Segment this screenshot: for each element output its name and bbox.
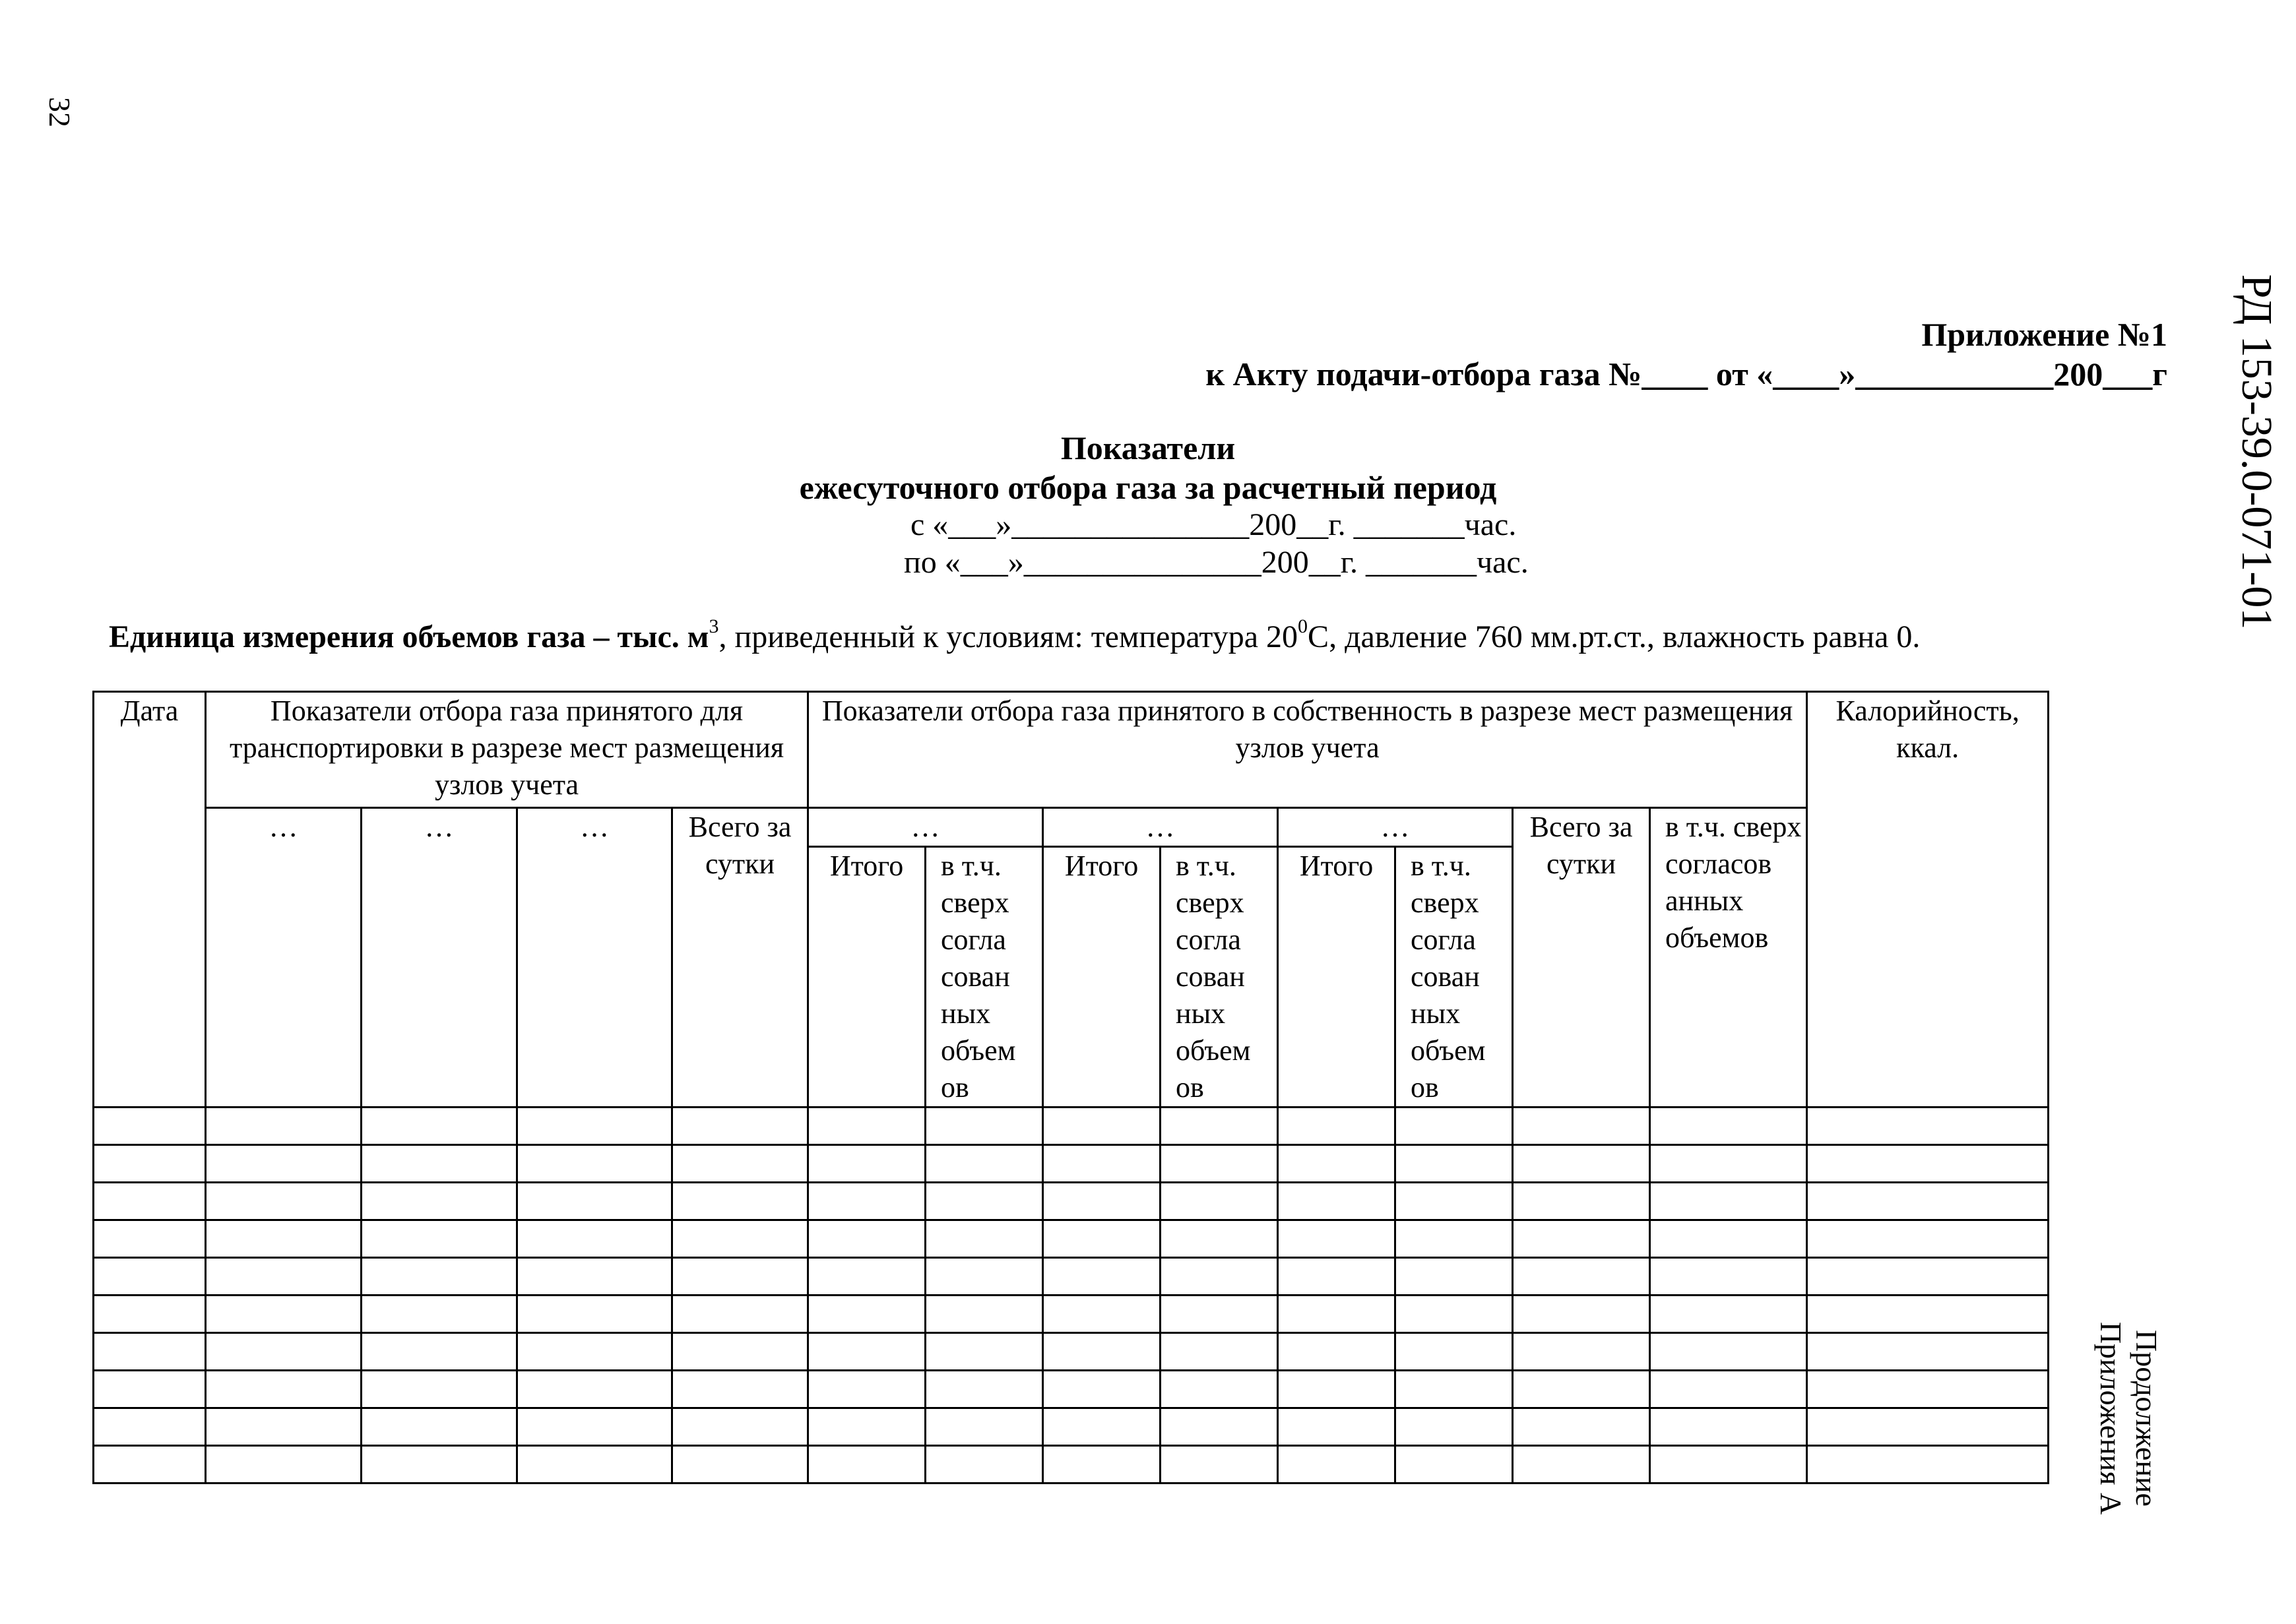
table-cell	[926, 1183, 1043, 1220]
header-transport-point-2: …	[362, 808, 517, 1108]
table-row	[94, 1258, 2049, 1296]
header-transport-point-3: …	[517, 808, 672, 1108]
units-label: Единица измерения объемов газа – тыс. м	[109, 619, 709, 654]
table-cell	[206, 1296, 362, 1333]
table-cell	[1043, 1108, 1161, 1145]
table-cell	[1161, 1258, 1278, 1296]
table-cell	[1650, 1333, 1807, 1371]
table-cell	[1513, 1446, 1650, 1483]
header-over-agreed-2: в т.ч. сверх согла сован ных объем ов	[1161, 847, 1278, 1108]
table-cell	[1161, 1446, 1278, 1483]
page-number: 32	[43, 97, 77, 127]
table-cell	[1395, 1333, 1513, 1371]
table-cell	[1513, 1145, 1650, 1183]
table-cell	[362, 1220, 517, 1258]
header-transport-point-1: …	[206, 808, 362, 1108]
table-row	[94, 1371, 2049, 1408]
table-cell	[362, 1446, 517, 1483]
header-ownership-point-1: …	[808, 808, 1043, 847]
header-itogo-3: Итого	[1278, 847, 1395, 1108]
table-row	[94, 1408, 2049, 1446]
table-cell	[517, 1145, 672, 1183]
header-over-agreed-3: в т.ч. сверх согла сован ных объем ов	[1395, 847, 1513, 1108]
heading-title: Показатели	[1060, 429, 1236, 466]
table-cell	[1161, 1145, 1278, 1183]
table-cell	[1513, 1408, 1650, 1446]
table-cell	[94, 1220, 206, 1258]
gas-offtake-table	[92, 691, 2049, 1484]
table-cell	[362, 1333, 517, 1371]
table-cell	[1395, 1220, 1513, 1258]
table-cell	[808, 1220, 926, 1258]
table-cell	[1395, 1183, 1513, 1220]
table-cell	[1650, 1220, 1807, 1258]
document-code: РД 153-39.0-071-01	[2233, 274, 2281, 630]
table-cell	[672, 1145, 808, 1183]
table-cell	[1161, 1371, 1278, 1408]
header-ownership-point-2: …	[1043, 808, 1278, 847]
table-cell	[517, 1108, 672, 1145]
table-cell	[1043, 1371, 1161, 1408]
table-cell	[1650, 1408, 1807, 1446]
table-cell	[1161, 1333, 1278, 1371]
appendix-title: Приложение №1	[1921, 316, 2167, 353]
table-row	[94, 1183, 2049, 1220]
table-cell	[1807, 1408, 2049, 1446]
table-cell	[1650, 1145, 1807, 1183]
table-cell	[808, 1371, 926, 1408]
table-cell	[1161, 1296, 1278, 1333]
table-cell	[362, 1108, 517, 1145]
table-cell	[206, 1333, 362, 1371]
table-cell	[1395, 1371, 1513, 1408]
table-cell	[206, 1108, 362, 1145]
continuation-line-2: Приложения А	[2094, 1321, 2128, 1515]
table-cell	[1650, 1371, 1807, 1408]
table-cell	[1650, 1183, 1807, 1220]
table-row	[94, 1446, 2049, 1483]
table-cell	[1278, 1258, 1395, 1296]
table-cell	[94, 1145, 206, 1183]
table-cell	[808, 1145, 926, 1183]
table-cell	[1161, 1183, 1278, 1220]
units-tail: С, давление 760 мм.рт.ст., влажность равна 0.	[1308, 619, 1921, 654]
header-ownership-total: Всего за сутки	[1513, 808, 1650, 1108]
table-cell	[1278, 1183, 1395, 1220]
table-cell	[206, 1446, 362, 1483]
header-over-agreed-1: в т.ч. сверх согла сован ных объем ов	[926, 847, 1043, 1108]
table-cell	[1650, 1446, 1807, 1483]
header-transport-group: Показатели отбора газа принятого для транспортировки в разрезе мест размещения узлов учета	[206, 692, 808, 808]
table-cell	[1807, 1220, 2049, 1258]
table-cell	[94, 1446, 206, 1483]
table-cell	[672, 1371, 808, 1408]
table-cell	[206, 1220, 362, 1258]
table-cell	[94, 1408, 206, 1446]
table-cell	[926, 1296, 1043, 1333]
table-cell	[517, 1371, 672, 1408]
table-cell	[1807, 1371, 2049, 1408]
continuation-line-1: Продолжение	[2130, 1330, 2163, 1507]
table-cell	[926, 1108, 1043, 1145]
continuation-note	[2091, 1293, 2164, 1544]
table-cell	[94, 1183, 206, 1220]
table-cell	[808, 1108, 926, 1145]
table-cell	[1043, 1258, 1161, 1296]
header-date: Дата	[94, 692, 206, 1108]
table-cell	[1043, 1220, 1161, 1258]
table-cell	[672, 1408, 808, 1446]
table-cell	[362, 1183, 517, 1220]
table-cell	[1278, 1371, 1395, 1408]
table-cell	[926, 1220, 1043, 1258]
table-cell	[926, 1145, 1043, 1183]
header-itogo-1: Итого	[808, 847, 926, 1108]
units-conditions: , приведенный к условиям: температура 20	[718, 619, 1298, 654]
table-cell	[926, 1371, 1043, 1408]
table-cell	[94, 1371, 206, 1408]
table-cell	[1278, 1333, 1395, 1371]
table-cell	[1161, 1408, 1278, 1446]
table-cell	[808, 1258, 926, 1296]
table-cell	[1043, 1446, 1161, 1483]
table-cell	[1807, 1108, 2049, 1145]
table-cell	[926, 1258, 1043, 1296]
table-cell	[1278, 1220, 1395, 1258]
table-cell	[94, 1296, 206, 1333]
table-cell	[1043, 1333, 1161, 1371]
table-cell	[206, 1258, 362, 1296]
table-cell	[362, 1371, 517, 1408]
table-cell	[926, 1446, 1043, 1483]
table-cell	[808, 1446, 926, 1483]
table-cell	[1278, 1108, 1395, 1145]
period-from-line: с «___»_______________200__г. _______час.	[910, 507, 1517, 542]
table-cell	[1807, 1258, 2049, 1296]
table-cell	[1807, 1183, 2049, 1220]
header-transport-total: Всего за сутки	[672, 808, 808, 1108]
degree-superscript: 0	[1298, 615, 1308, 637]
table-row	[94, 1108, 2049, 1145]
table-cell	[206, 1145, 362, 1183]
table-cell	[808, 1296, 926, 1333]
table-cell	[362, 1145, 517, 1183]
header-calorific: Калорийность, ккал.	[1807, 692, 2049, 1108]
table-cell	[1650, 1258, 1807, 1296]
table-cell	[206, 1408, 362, 1446]
table-cell	[1513, 1183, 1650, 1220]
table-cell	[94, 1258, 206, 1296]
table-cell	[1043, 1408, 1161, 1446]
table-cell	[1650, 1296, 1807, 1333]
table-cell	[672, 1220, 808, 1258]
period-to-line: по «___»_______________200__г. _______час.	[904, 545, 1529, 580]
table-cell	[808, 1333, 926, 1371]
table-cell	[1043, 1183, 1161, 1220]
table-cell	[1395, 1258, 1513, 1296]
table-cell	[94, 1108, 206, 1145]
table-cell	[926, 1408, 1043, 1446]
table-cell	[672, 1296, 808, 1333]
table-cell	[672, 1333, 808, 1371]
header-itogo-2: Итого	[1043, 847, 1161, 1108]
table-cell	[1395, 1108, 1513, 1145]
table-cell	[808, 1408, 926, 1446]
table-cell	[672, 1446, 808, 1483]
table-cell	[362, 1296, 517, 1333]
table-cell	[672, 1258, 808, 1296]
cubic-superscript: 3	[709, 615, 719, 637]
table-cell	[1650, 1108, 1807, 1145]
table-cell	[517, 1296, 672, 1333]
table-cell	[1278, 1446, 1395, 1483]
table-cell	[1278, 1408, 1395, 1446]
table-cell	[517, 1220, 672, 1258]
table-cell	[1395, 1145, 1513, 1183]
table-cell	[1513, 1296, 1650, 1333]
table-cell	[1807, 1296, 2049, 1333]
header-ownership-over-agreed: в т.ч. сверх согласов анных объемов	[1650, 808, 1807, 1108]
table-row	[94, 1145, 2049, 1183]
table-cell	[1807, 1446, 2049, 1483]
heading-subtitle: ежесуточного отбора газа за расчетный период	[799, 469, 1497, 506]
table-cell	[1395, 1296, 1513, 1333]
units-note	[109, 615, 1921, 655]
table-cell	[206, 1371, 362, 1408]
header-ownership-group: Показатели отбора газа принятого в собственность в разрезе мест размещения узлов учета	[808, 692, 1807, 808]
table-cell	[1513, 1258, 1650, 1296]
table-cell	[808, 1183, 926, 1220]
table-cell	[672, 1108, 808, 1145]
table-cell	[517, 1258, 672, 1296]
table-cell	[517, 1446, 672, 1483]
table-cell	[1513, 1220, 1650, 1258]
table-cell	[517, 1183, 672, 1220]
table-cell	[1395, 1408, 1513, 1446]
table-cell	[1513, 1371, 1650, 1408]
table-cell	[1161, 1220, 1278, 1258]
table-cell	[517, 1333, 672, 1371]
appendix-subtitle: к Акту подачи-отбора газа №____ от «____»____________200___г	[1205, 356, 2167, 392]
table-cell	[672, 1183, 808, 1220]
table-cell	[94, 1333, 206, 1371]
table-cell	[206, 1183, 362, 1220]
table-cell	[362, 1408, 517, 1446]
table-cell	[362, 1258, 517, 1296]
table-cell	[517, 1408, 672, 1446]
table-body	[94, 1108, 2049, 1483]
table-cell	[1278, 1296, 1395, 1333]
table-cell	[1395, 1446, 1513, 1483]
table-cell	[1161, 1108, 1278, 1145]
table-row	[94, 1296, 2049, 1333]
table-cell	[1278, 1145, 1395, 1183]
table-row	[94, 1333, 2049, 1371]
table-cell	[1513, 1333, 1650, 1371]
table-cell	[1043, 1296, 1161, 1333]
table-cell	[1807, 1145, 2049, 1183]
table-row	[94, 1220, 2049, 1258]
header-ownership-point-3: …	[1278, 808, 1513, 847]
table-cell	[1807, 1333, 2049, 1371]
table-cell	[926, 1333, 1043, 1371]
table-cell	[1513, 1108, 1650, 1145]
table-cell	[1043, 1145, 1161, 1183]
